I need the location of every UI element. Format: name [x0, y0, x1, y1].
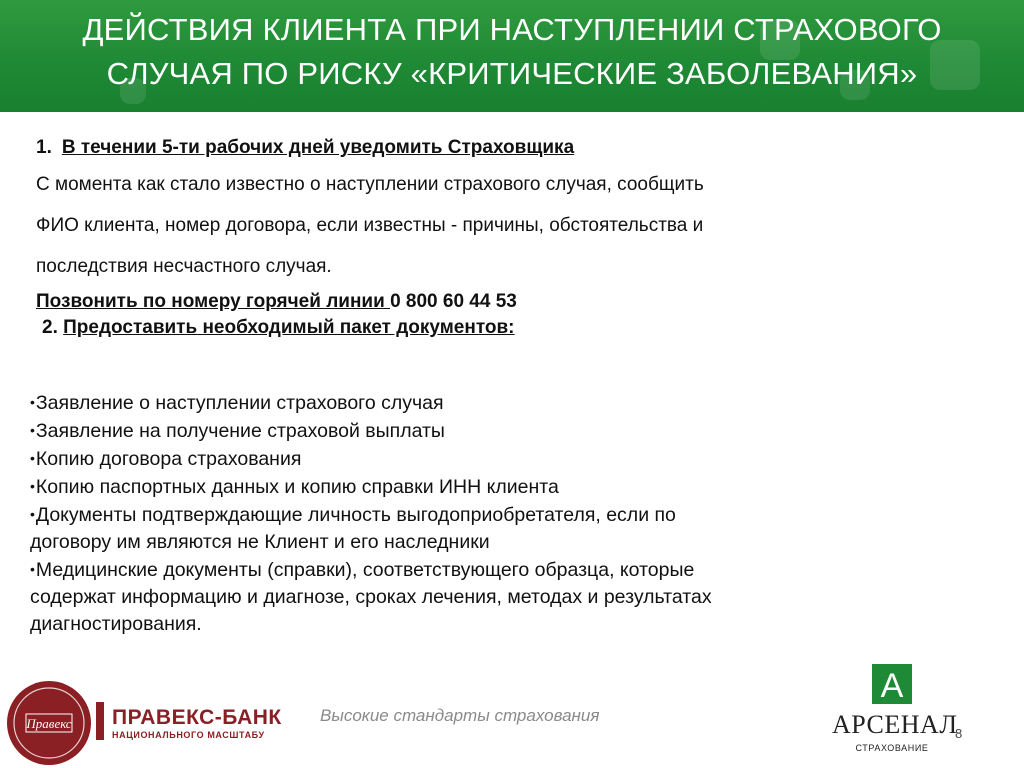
document-item: [30, 389, 990, 417]
pravex-bank-name: ПРАВЕКС-БАНК: [112, 706, 282, 729]
bullet-icon: •: [30, 422, 35, 438]
documents-list: [30, 389, 990, 638]
document-item: [30, 445, 990, 473]
document-line: [30, 389, 990, 417]
bullet-icon: •: [30, 394, 35, 410]
document-text: Копию договора страхования: [35, 448, 302, 470]
text-line: С момента как стало известно о наступлении страхового случая, сообщить: [36, 174, 704, 195]
bullet-icon: •: [30, 478, 35, 494]
document-item: [30, 417, 990, 445]
title-line: ДЕЙСТВИЯ КЛИЕНТА ПРИ НАСТУПЛЕНИИ СТРАХОВОГО: [82, 12, 942, 47]
document-text: Копию паспортных данных и копию справки ИНН клиента: [35, 476, 559, 498]
document-line: [30, 417, 990, 445]
document-item: [30, 556, 990, 638]
document-line: [30, 529, 990, 556]
bullet-icon: •: [30, 561, 35, 577]
arsenal-name: АРСЕНАЛ: [832, 710, 958, 739]
document-text: Заявление на получение страховой выплаты: [35, 420, 445, 442]
step-number: 1.: [36, 137, 52, 158]
step-1-description: [36, 164, 996, 287]
document-text: Документы подтверждающие личность выгодоприобретателя, если по: [35, 504, 676, 526]
document-line: [30, 611, 990, 638]
document-line: [30, 584, 990, 611]
step-title: В течении 5-ти рабочих дней уведомить Страховщика: [61, 137, 575, 158]
document-line: [30, 501, 990, 529]
document-text: Заявление о наступлении страхового случая: [35, 392, 444, 414]
arsenal-logo-icon: [872, 664, 912, 704]
document-item: [30, 473, 990, 501]
document-text: содержат информацию и диагнозе, сроках лечения, методах и результатах: [30, 586, 712, 608]
pravex-bank-tagline: НАЦИОНАЛЬНОГО МАСШТАБУ: [112, 730, 265, 740]
pravex-mark: [96, 702, 104, 740]
document-item: [30, 501, 990, 556]
text-line: последствия несчастного случая.: [36, 256, 332, 277]
title-banner: [0, 0, 1024, 112]
pravex-logo-icon: [6, 680, 92, 766]
page-number: 8: [955, 726, 963, 741]
document-line: [30, 556, 990, 584]
text-line: ФИО клиента, номер договора, если известны - причины, обстоятельства и: [36, 215, 704, 236]
bullet-icon: •: [30, 506, 35, 522]
hotline-label: Позвонить по номеру горячей линии: [36, 291, 391, 312]
pravex-logo-text: Правекс: [26, 716, 72, 731]
title-line: СЛУЧАЯ ПО РИСКУ «КРИТИЧЕСКИЕ ЗАБОЛЕВАНИЯ»: [106, 56, 918, 91]
document-text: диагностирования.: [30, 613, 202, 635]
document-line: [30, 473, 990, 501]
arsenal-logo-letter: А: [880, 667, 904, 704]
hotline-number: 0 800 60 44 53: [390, 291, 517, 312]
document-text: договору им являются не Клиент и его наследники: [30, 531, 490, 553]
hotline: [36, 289, 996, 315]
page-title: [0, 8, 1024, 96]
document-text: Медицинские документы (справки), соответствующего образца, которые: [35, 559, 695, 581]
document-line: [30, 445, 990, 473]
step-title: Предоставить необходимый пакет документов:: [63, 317, 515, 338]
arsenal-tagline: СТРАХОВАНИЕ: [855, 743, 929, 753]
step-number: 2.: [42, 317, 58, 338]
slogan: Высокие стандарты страхования: [320, 706, 600, 725]
step-1-heading: [36, 136, 996, 160]
step-2-heading: [42, 315, 996, 341]
instructions: [36, 136, 996, 341]
bullet-icon: •: [30, 450, 35, 466]
